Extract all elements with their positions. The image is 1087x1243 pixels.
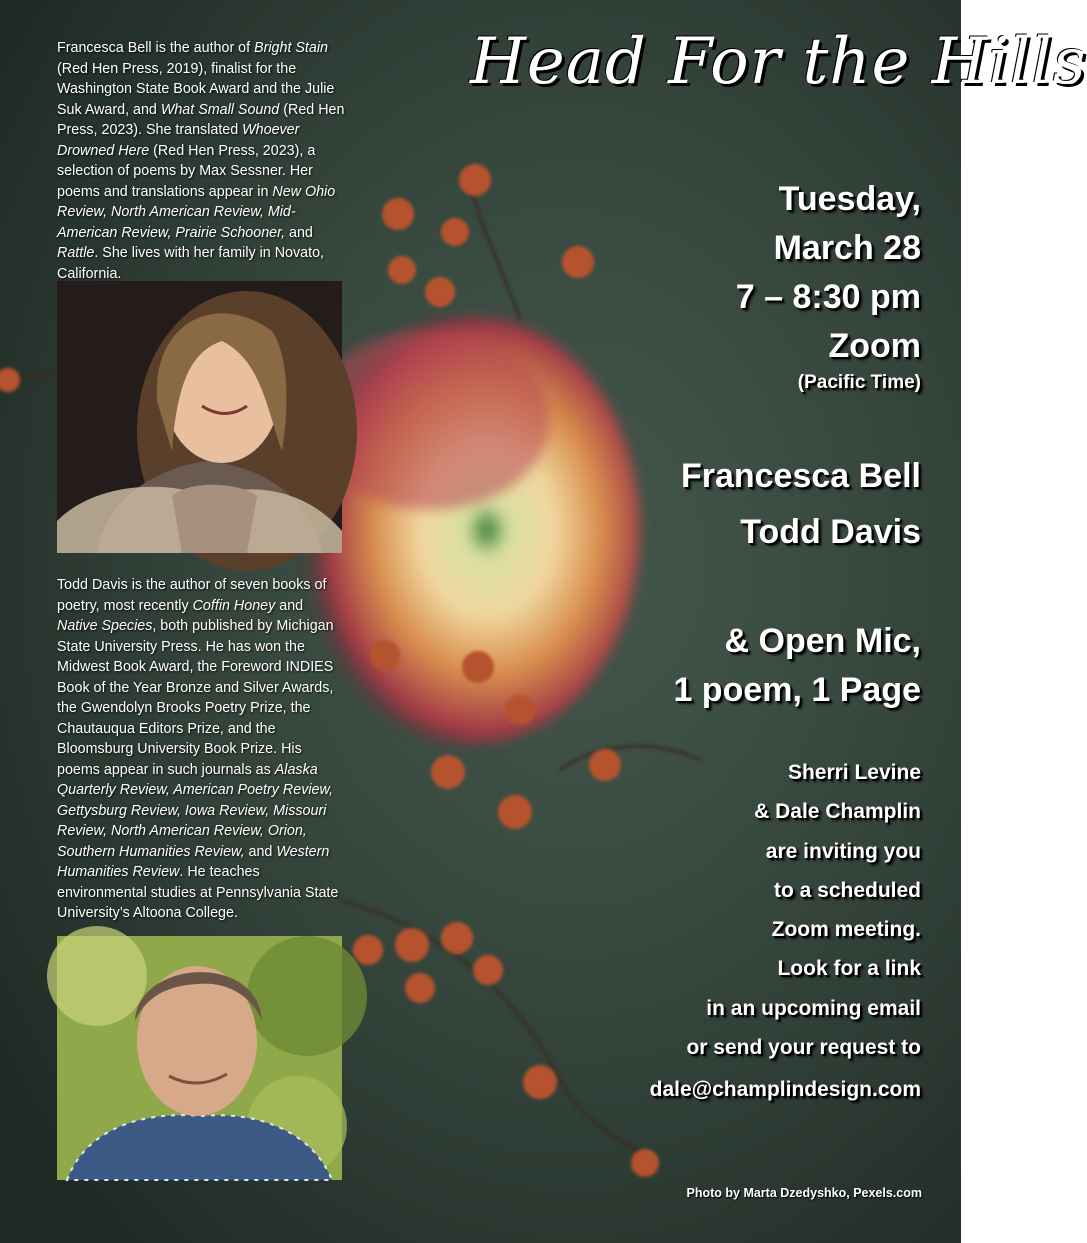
reader-name: Francesca Bell <box>680 457 921 495</box>
francesca-bell-photo <box>57 281 342 553</box>
invite-line: are inviting you <box>765 839 921 863</box>
reader-name: Todd Davis <box>740 513 921 551</box>
readers-list <box>681 448 921 560</box>
event-title: Head For the Hills <box>470 25 1087 99</box>
open-mic-line: 1 poem, 1 Page <box>673 671 921 709</box>
open-mic <box>673 617 921 715</box>
invite-line: or send your request to <box>686 1036 921 1060</box>
event-details <box>736 175 921 371</box>
invite-line: in an upcoming email <box>706 996 921 1020</box>
todd-davis-bio: Todd Davis is the author of seven books of poetry, most recently Coffin Honey and Native Species, both published by Michigan State University Press. He has won the Midwest Book Award, the Foreword INDIES Book of the Year Bronze and Silver Awards, the Gwendolyn Brooks Poetry Prize, the Chautauqua Editors Prize, and the Bloomsburg University Book Prize. His poems appear in such journals as Alaska Quarterly Review, American Poetry Review, Gettysburg Review, Iowa Review, Missouri Review, North American Review, Orion, Southern Humanities Review, and Western Humanities Review. He teaches environmental studies at Pennsylvania State University’s Altoona College. <box>57 577 339 921</box>
contact-email[interactable]: dale@champlindesign.com <box>649 1078 921 1102</box>
invitation-text <box>650 753 921 1110</box>
invite-line: & Dale Champlin <box>754 800 921 824</box>
invite-line: Look for a link <box>777 957 921 981</box>
invite-line: Sherri Levine <box>787 761 921 784</box>
event-date: March 28 <box>773 229 921 267</box>
francesca-bell-bio: Francesca Bell is the author of Bright Stain (Red Hen Press, 2019), finalist for the Washington State Book Award and the Julie Suk Award, and What Small Sound (Red Hen Press, 2023). She translated Whoever Drowned Here (Red Hen Press, 2023), a selection of poems by Max Sessner. Her poems and translations appear in New Ohio Review, North American Review, Mid-American Review, Prairie Schooner, and Rattle. She lives with her family in Novato, California. <box>57 40 345 282</box>
todd-davis-photo <box>57 936 342 1180</box>
event-time: 7 – 8:30 pm <box>735 278 921 316</box>
invite-line: to a scheduled <box>773 878 921 902</box>
event-timezone: (Pacific Time) <box>797 372 921 393</box>
event-day: Tuesday, <box>778 180 921 218</box>
event-platform: Zoom <box>828 327 921 365</box>
photo-credit: Photo by Marta Dzedyshko, Pexels.com <box>686 1186 922 1200</box>
invite-line: Zoom meeting. <box>771 918 921 942</box>
open-mic-line: & Open Mic, <box>724 622 921 660</box>
